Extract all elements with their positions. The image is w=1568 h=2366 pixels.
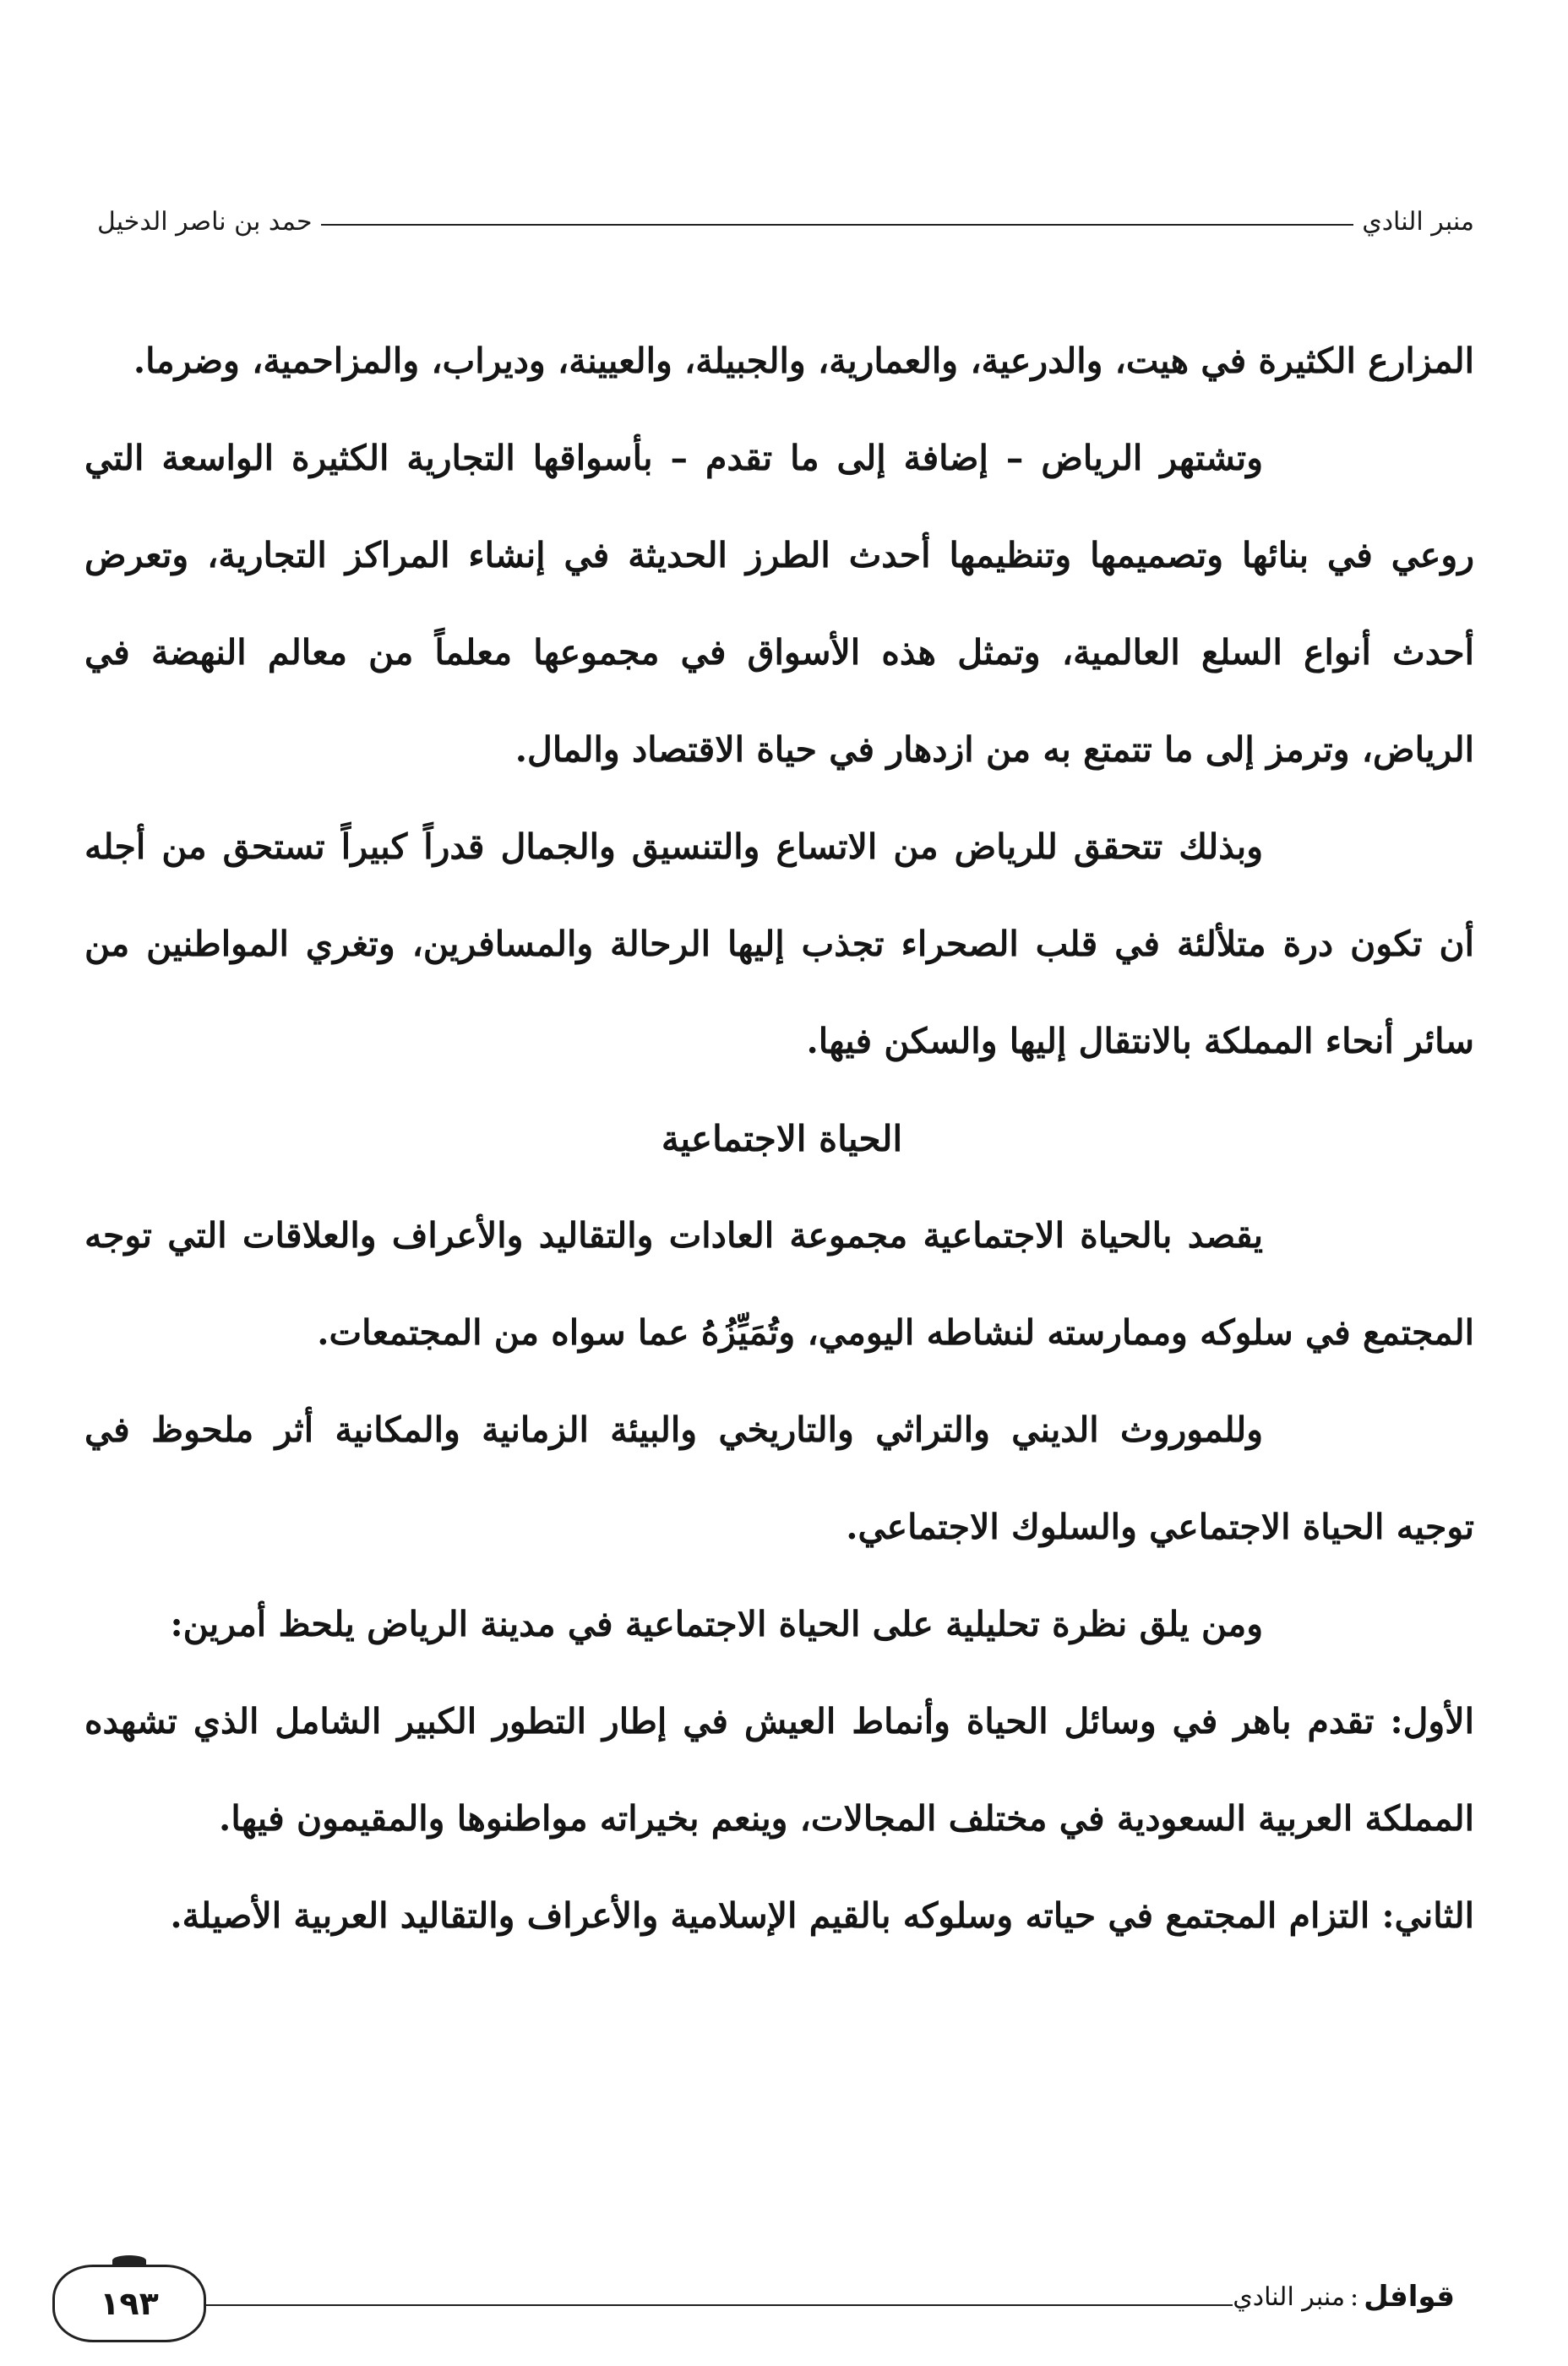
running-footer [52, 2254, 1455, 2339]
header-author: حمد بن ناصر الدخيل [97, 206, 313, 237]
page-number: ١٩٣ [100, 2285, 159, 2322]
point-first-text: تقدم باهر في وسائل الحياة وأنماط العيش في إطار التطور الكبير الشامل الذي تشهده المملكة العربية السعودية في مختلف المجالات، وينعم بخيراته مواطنوها والمقيمون فيها. [84, 1701, 1474, 1839]
footer-journal-name: قوافل [1364, 2280, 1455, 2314]
point-second-text: التزام المجتمع في حياته وسلوكه بالقيم الإسلامية والأعراف والتقاليد العربية الأصيلة. [170, 1895, 1370, 1936]
section-heading: الحياة الاجتماعية [661, 1118, 903, 1159]
paragraph-3: وبذلك تتحقق للرياض من الاتساع والتنسيق والجمال قدراً كبيراً تستحق من أجله أن تكون درة متلألئة في قلب الصحراء تجذب إليها الرحالة والمسافرين، وتغري المواطنين من سائر أنحاء المملكة بالانتقال إليها والسكن فيها. [84, 826, 1474, 1061]
ornament-icon [112, 2255, 146, 2265]
header-section-title: منبر النادي [1362, 206, 1474, 237]
paragraph-2: وتشتهر الرياض – إضافة إلى ما تقدم – بأسواقها التجارية الكثيرة الواسعة التي روعي في بنائها وتصميمها وتنظيمها أحدث الطرز الحديثة في إنشاء المراكز التجارية، وتعرض أحدث أنواع السلع العالمية، وتمثل هذه الأسواق في مجموعها معلماً من معالم النهضة في الرياض، وترمز إلى ما تتمتع به من ازدهار في حياة الاقتصاد والمال. [84, 438, 1474, 770]
point-second-label: الثاني: [1381, 1895, 1474, 1936]
paragraph-5: وللموروث الديني والتراثي والتاريخي والبيئة الزمانية والمكانية أثر ملحوظ في توجيه الحياة الاجتماعي والسلوك الاجتماعي. [84, 1409, 1474, 1547]
paragraph-6: ومن يلق نظرة تحليلية على الحياة الاجتماعية في مدينة الرياض يلحظ أمرين: [170, 1604, 1263, 1644]
point-first-label: الأول: [1390, 1701, 1474, 1742]
point-first [84, 1673, 1474, 1867]
footer-rule [206, 2304, 1233, 2306]
article-body [84, 313, 1474, 1965]
page-number-badge [52, 2265, 206, 2342]
running-header [97, 196, 1474, 247]
point-second [84, 1867, 1474, 1965]
paragraph-1: المزارع الكثيرة في هيت، والدرعية، والعمارية، والجبيلة، والعيينة، وديراب، والمزاحمية، وضرما. [133, 341, 1474, 381]
paragraph-4: يقصد بالحياة الاجتماعية مجموعة العادات والتقاليد والأعراف والعلاقات التي توجه المجتمع في سلوكه وممارسته لنشاطه اليومي، وتُمَيِّزُهُ عما سواه من المجتمعات. [84, 1215, 1474, 1353]
header-rule [321, 224, 1354, 226]
footer-column-name: منبر النادي [1233, 2282, 1346, 2312]
footer-separator: : [1350, 2282, 1359, 2312]
